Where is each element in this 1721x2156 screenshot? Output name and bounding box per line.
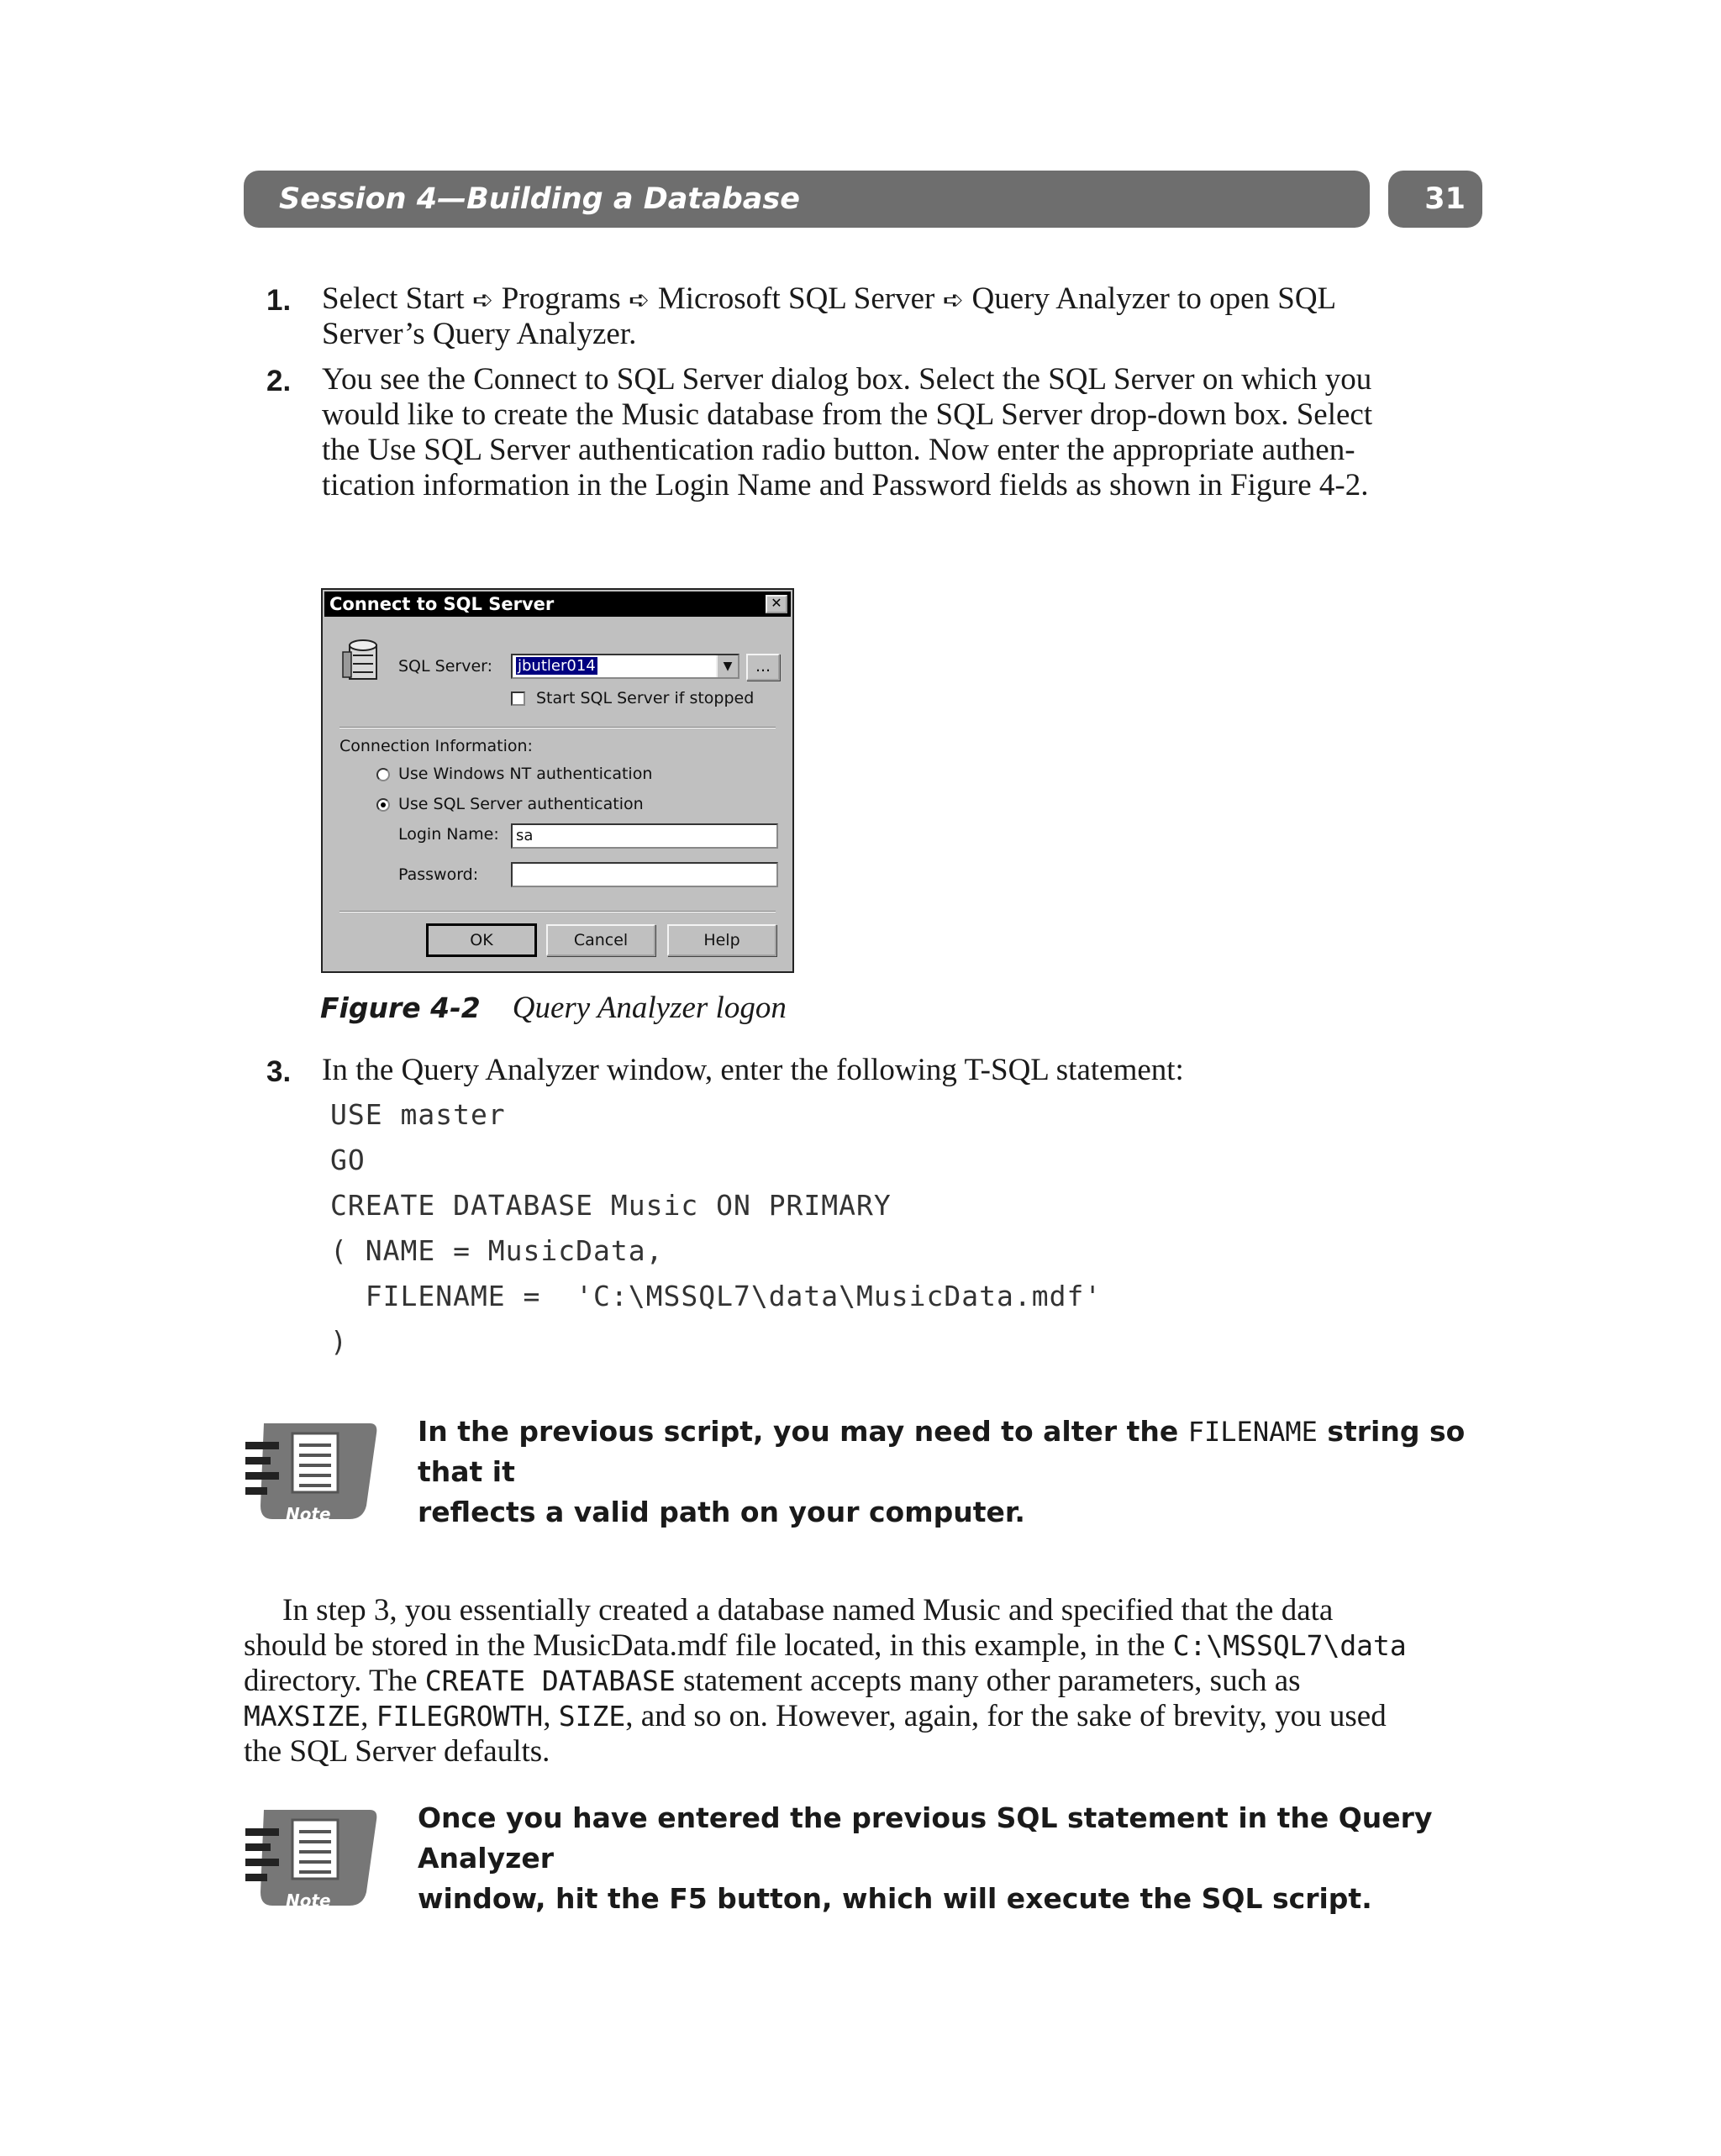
paragraph-text: should be stored in the MusicData.mdf file located, in this example, in the — [244, 1628, 1173, 1663]
paragraph-line-1: In step 3, you essentially created a database named Music and specified that the data — [282, 1593, 1334, 1628]
note-2-line-2: window, hit the F5 button, which will execute the SQL script. — [418, 1882, 1372, 1915]
divider — [339, 727, 776, 728]
radio-windows-auth[interactable] — [376, 768, 390, 781]
radio-windows-label: Use Windows NT authentication — [398, 765, 653, 783]
note-2-text — [418, 1798, 1485, 1919]
step-2-number: 2. — [266, 365, 292, 397]
note-1-line-2: reflects a valid path on your computer. — [418, 1496, 1025, 1528]
code-line: CREATE DATABASE Music ON PRIMARY — [330, 1189, 892, 1222]
step-3-number: 3. — [266, 1055, 292, 1088]
connection-info-label: Connection Information: — [339, 737, 533, 755]
cancel-button[interactable]: Cancel — [546, 924, 655, 956]
paragraph-line-2 — [244, 1628, 1407, 1664]
code-line: ( NAME = MusicData, — [330, 1234, 664, 1267]
step-2-line-2: would like to create the Music database from the SQL Server drop-down box. Select — [322, 397, 1373, 432]
figure-label: Figure 4-2 — [320, 991, 481, 1024]
note-1-line-1 — [418, 1412, 1485, 1492]
server-icon — [341, 637, 385, 684]
radio-sql-auth[interactable] — [376, 798, 390, 812]
paragraph-text: statement accepts many other parameters, such as — [675, 1664, 1301, 1698]
running-header-title: Session 4—Building a Database — [279, 182, 800, 216]
code-line: USE master — [330, 1098, 506, 1131]
close-icon[interactable]: ✕ — [766, 595, 787, 613]
page-number — [1388, 171, 1482, 228]
connect-dialog — [321, 588, 794, 973]
note-1-code: FILENAME — [1187, 1416, 1318, 1448]
paragraph-text: , — [361, 1699, 376, 1733]
step-1-line-2: Server’s Query Analyzer. — [322, 317, 637, 351]
figure-caption — [320, 990, 787, 1026]
note-1-text — [418, 1412, 1485, 1533]
paragraph-code: SIZE — [558, 1700, 626, 1733]
divider — [339, 911, 776, 912]
step-2-line-1: You see the Connect to SQL Server dialog box. Select the SQL Server on which you — [322, 362, 1372, 397]
figure-caption-text: Query Analyzer logon — [512, 991, 787, 1025]
step-1-qa: Query Analyzer to open SQL — [971, 281, 1337, 316]
password-input[interactable] — [511, 862, 778, 887]
paragraph-text: directory. The — [244, 1664, 425, 1698]
note-1-pre: In the previous script, you may need to alter the — [418, 1415, 1188, 1448]
note-icon-label: Note — [286, 1890, 331, 1911]
login-name-input[interactable]: sa — [511, 823, 778, 849]
dialog-title-bar — [324, 592, 791, 617]
code-line: FILENAME = 'C:\MSSQL7\data\MusicData.mdf' — [330, 1280, 1103, 1312]
dialog-title: Connect to SQL Server — [329, 594, 555, 614]
start-if-stopped-checkbox[interactable] — [511, 691, 525, 706]
step-1-programs: Programs — [501, 281, 621, 316]
menu-arrow-icon: ➪ — [934, 286, 972, 315]
sql-server-value: jbutler014 — [518, 657, 596, 675]
browse-button[interactable]: ... — [746, 654, 780, 681]
sql-server-select[interactable] — [511, 654, 739, 679]
note-1-post: string so that it — [418, 1415, 1466, 1488]
radio-sql-label: Use SQL Server authentication — [398, 795, 644, 813]
note-2-line-1: Once you have entered the previous SQL statement in the Query Analyzer — [418, 1801, 1433, 1875]
help-button[interactable]: Help — [667, 924, 776, 956]
paragraph-code: FILEGROWTH — [376, 1700, 544, 1733]
step-1-sqlserver: Microsoft SQL Server — [657, 281, 935, 316]
paragraph-line-3 — [244, 1664, 1301, 1699]
step-2-line-4: tication information in the Login Name and Password fields as shown in Figure 4-2. — [322, 468, 1369, 502]
paragraph-text: , — [543, 1699, 559, 1733]
sql-server-label: SQL Server: — [398, 657, 493, 676]
login-name-label: Login Name: — [398, 825, 499, 844]
chevron-down-icon[interactable]: ▼ — [716, 655, 738, 677]
code-line: ) — [330, 1325, 348, 1358]
ok-button[interactable]: OK — [427, 924, 536, 956]
paragraph-text: , and so on. However, again, for the sake of brevity, you used — [625, 1699, 1387, 1733]
step-2-line-3: the Use SQL Server authentication radio button. Now enter the appropriate authen- — [322, 433, 1355, 467]
paragraph-line-5: the SQL Server defaults. — [244, 1734, 550, 1769]
page-number-text: 31 — [1424, 182, 1466, 216]
step-1-start: Select Start — [322, 281, 465, 316]
step-1-line-1 — [322, 281, 1336, 318]
menu-arrow-icon: ➪ — [620, 286, 658, 315]
note-icon-label: Note — [286, 1504, 331, 1524]
paragraph-code: MAXSIZE — [244, 1700, 361, 1733]
paragraph-code: C:\MSSQL7\data — [1172, 1629, 1407, 1662]
start-if-stopped-label: Start SQL Server if stopped — [536, 689, 755, 707]
paragraph-line-4 — [244, 1699, 1387, 1734]
step-3-text: In the Query Analyzer window, enter the following T-SQL statement: — [322, 1053, 1184, 1087]
step-1-number: 1. — [266, 284, 292, 317]
paragraph-code: CREATE DATABASE — [424, 1664, 676, 1697]
password-label: Password: — [398, 865, 479, 884]
menu-arrow-icon: ➪ — [464, 286, 502, 315]
code-line: GO — [330, 1144, 366, 1176]
